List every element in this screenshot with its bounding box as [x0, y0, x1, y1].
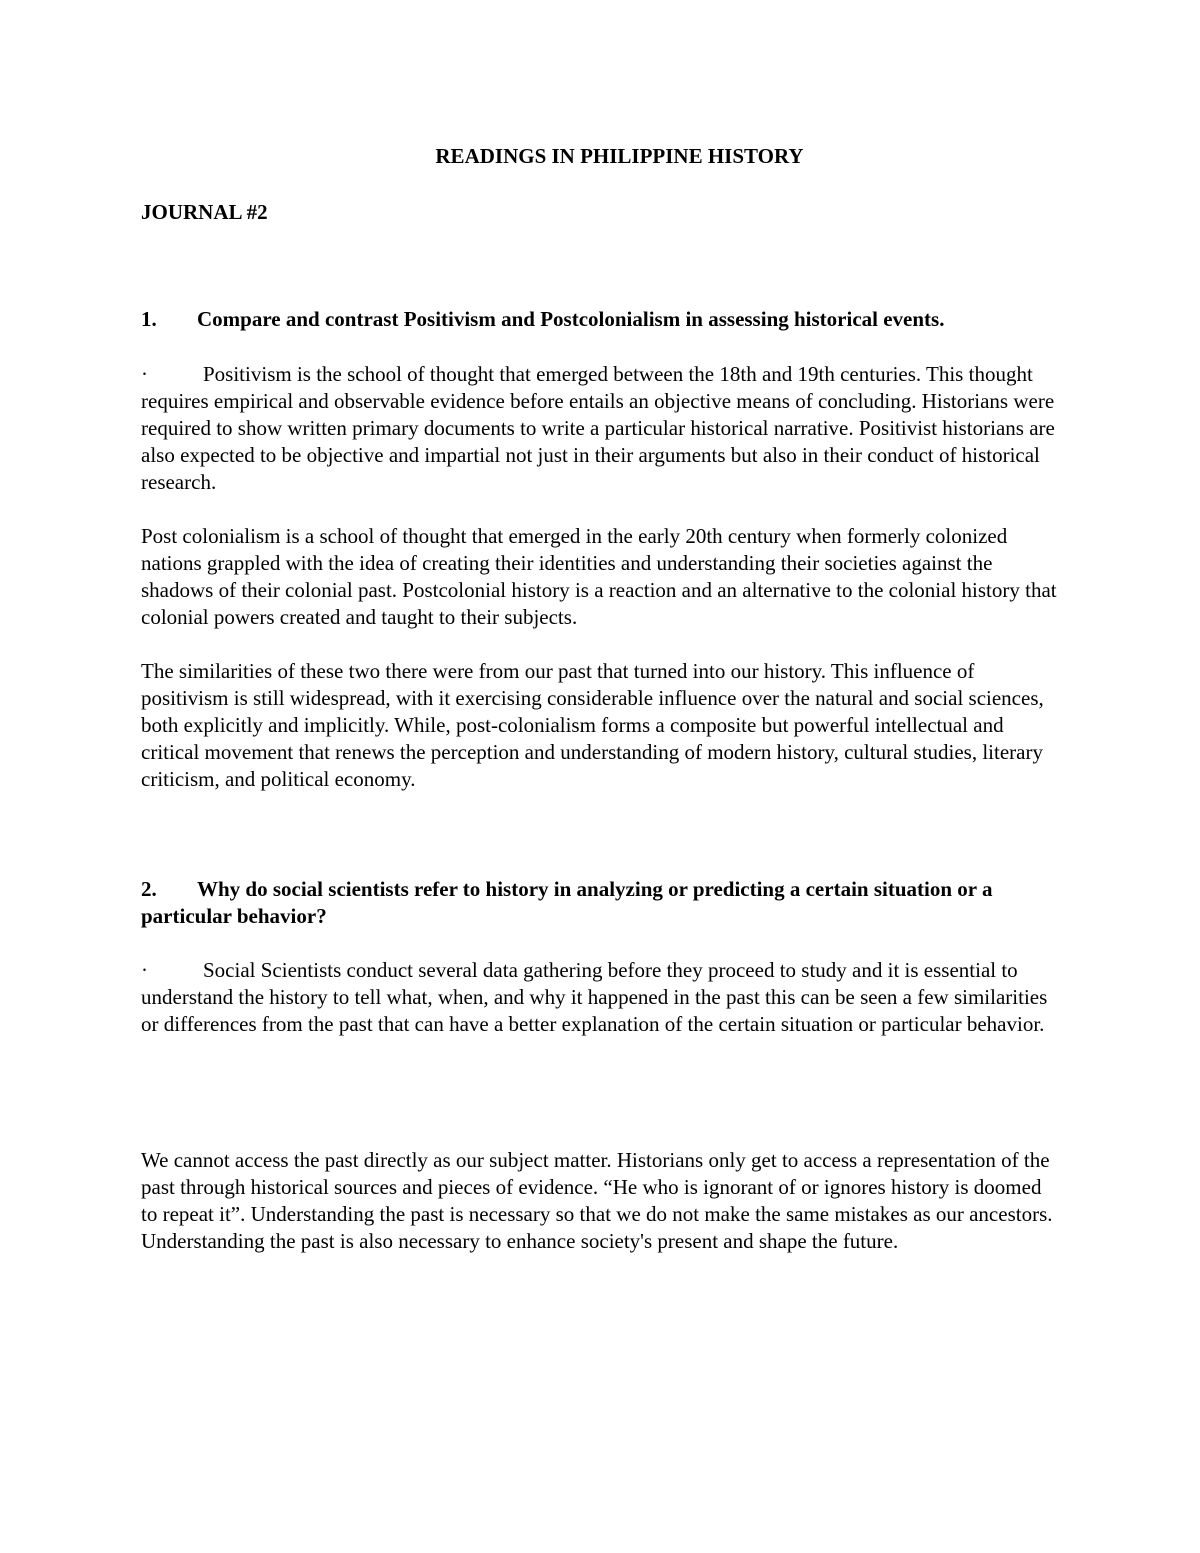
journal-heading: JOURNAL #2: [141, 200, 268, 224]
answer-1-positivism: [141, 361, 1061, 496]
answer-2-social-scientists: [141, 957, 1061, 1038]
document-title: READINGS IN PHILIPPINE HISTORY: [435, 144, 804, 168]
question-2: [141, 876, 1061, 930]
question-text: Compare and contrast Positivism and Postcolonialism in assessing historical events.: [197, 307, 945, 331]
answer-text: Social Scientists conduct several data gathering before they proceed to study and it is essential to understand the history to tell what, when, and why it happened in the past this can be seen a few similarities or differences from the past that can have a better explanation of the certain situation or particular behavior.: [141, 958, 1048, 1036]
answer-1-postcolonialism: Post colonialism is a school of thought that emerged in the early 20th century when formerly colonized nations grappled with the idea of creating their identities and understanding their societies against the shadows of their colonial past. Postcolonial history is a reaction and an alternative to the colonial history that colonial powers created and taught to their subjects.: [141, 524, 1057, 629]
answer-1-similarities: The similarities of these two there were from our past that turned into our history. This influence of positivism is still widespread, with it exercising considerable influence over the natural and social sciences, both explicitly and implicitly. While, post-colonialism forms a composite but powerful intellectual and critical movement that renews the perception and understanding of modern history, cultural studies, literary criticism, and political economy.: [141, 659, 1044, 791]
question-1: [141, 306, 1061, 333]
bullet-marker: ·: [141, 362, 148, 386]
answer-text: Positivism is the school of thought that emerged between the 18th and 19th centuries. This thought requires empirical and observable evidence before entails an objective means of concluding. Historians were required to show written primary documents to write a particular historical narrative. Positivist historians are also expected to be objective and impartial not just in their arguments but also in their conduct of historical research.: [141, 362, 1055, 494]
answer-2-past-access: We cannot access the past directly as our subject matter. Historians only get to access a representation of the past through historical sources and pieces of evidence. “He who is ignorant of or ignores history is doomed to repeat it”. Understanding the past is necessary so that we do not make the same mistakes as our ancestors. Understanding the past is also necessary to enhance society's present and shape the future.: [141, 1148, 1053, 1253]
bullet-marker: ·: [141, 958, 148, 982]
question-text: Why do social scientists refer to history in analyzing or predicting a certain situation or a particular behavior?: [141, 877, 993, 928]
question-number: 2.: [141, 877, 157, 901]
question-number: 1.: [141, 307, 157, 331]
